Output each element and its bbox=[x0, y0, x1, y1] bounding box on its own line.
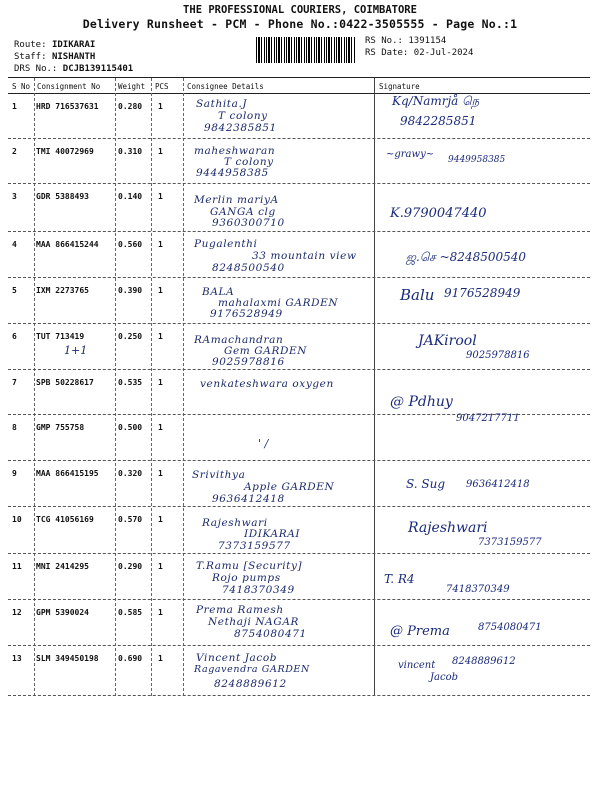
signature-mark-2: Jacob bbox=[430, 672, 458, 683]
consignee-name: RAmachandran bbox=[194, 334, 284, 346]
rs-no-value: 1391154 bbox=[408, 36, 447, 46]
consignee-name: Rajeshwari bbox=[202, 517, 268, 529]
consignee-area: T colony bbox=[218, 110, 268, 122]
table-row bbox=[8, 278, 590, 324]
consignment-cell: MAA 866415195 bbox=[36, 469, 99, 478]
sno-cell: 13 bbox=[12, 654, 22, 663]
consignee-phone: 7418370349 bbox=[222, 584, 295, 596]
sno-cell: 6 bbox=[12, 332, 17, 341]
weight-cell: 0.250 bbox=[118, 332, 143, 341]
signature-mark: Balu bbox=[400, 286, 435, 304]
pcs-cell: 1 bbox=[158, 515, 163, 524]
consignee-area: Rojo pumps bbox=[212, 572, 281, 584]
weight-cell: 0.500 bbox=[118, 423, 143, 432]
consignment-cell: IXM 2273765 bbox=[36, 286, 89, 295]
sno-cell: 4 bbox=[12, 240, 17, 249]
consignment-cell: TCG 41056169 bbox=[36, 515, 94, 524]
signature-phone: 7418370349 bbox=[446, 584, 510, 595]
signature-mark: K.9790047440 bbox=[390, 206, 487, 221]
sno-cell: 12 bbox=[12, 608, 22, 617]
header-top-rule bbox=[8, 77, 590, 78]
consignee-area: Apple GARDEN bbox=[244, 481, 335, 493]
column-header-consignment: Consignment No bbox=[37, 82, 101, 91]
runsheet-meta-left bbox=[14, 39, 133, 75]
consignment-cell: GMP 755758 bbox=[36, 423, 85, 432]
consignment-cell: MNI 2414295 bbox=[36, 562, 89, 571]
pcs-cell: 1 bbox=[158, 286, 163, 295]
signature-mark: ~grawy~ bbox=[386, 149, 435, 160]
signature-phone: 9047217711 bbox=[456, 413, 520, 424]
consignee-name: Srivithya bbox=[192, 469, 246, 481]
signature-phone: 8248889612 bbox=[452, 656, 516, 667]
table-row bbox=[8, 232, 590, 278]
signature-mark: T. R4 bbox=[384, 572, 415, 586]
consignee-area: IDIKARAI bbox=[244, 528, 301, 540]
weight-cell: 0.320 bbox=[118, 469, 143, 478]
sno-cell: 9 bbox=[12, 469, 17, 478]
consignee-phone: 7373159577 bbox=[218, 540, 291, 552]
document-subtitle: Delivery Runsheet - PCM - Phone No.:0422-3505555 - Page No.:1 bbox=[82, 17, 518, 31]
rs-date-label: RS Date: bbox=[365, 48, 409, 58]
pcs-cell: 1 bbox=[158, 102, 163, 111]
signature-phone: 9176528949 bbox=[444, 286, 521, 300]
weight-cell: 0.570 bbox=[118, 515, 143, 524]
weight-cell: 0.140 bbox=[118, 192, 143, 201]
drs-line bbox=[14, 63, 133, 75]
weight-cell: 0.390 bbox=[118, 286, 143, 295]
pcs-cell: 1 bbox=[158, 147, 163, 156]
consignee-name: Prema Ramesh bbox=[196, 604, 284, 616]
pcs-cell: 1 bbox=[158, 240, 163, 249]
table-row bbox=[8, 94, 590, 139]
consignment-cell: HRD 716537631 bbox=[36, 102, 99, 111]
signature-mark: Rajeshwari bbox=[408, 520, 488, 536]
route-line bbox=[14, 39, 133, 51]
consignee-phone: 9636412418 bbox=[212, 493, 285, 505]
consignee-phone: 8248500540 bbox=[212, 262, 285, 274]
signature-phone: 7373159577 bbox=[478, 537, 542, 548]
rs-no-label: RS No.: bbox=[365, 36, 403, 46]
weight-cell: 0.280 bbox=[118, 102, 143, 111]
route-label: Route: bbox=[14, 40, 47, 50]
column-header-weight: Weight bbox=[118, 82, 146, 91]
table-row bbox=[8, 461, 590, 507]
weight-cell: 0.560 bbox=[118, 240, 143, 249]
consignee-area: Gem GARDEN bbox=[224, 345, 308, 357]
table-row bbox=[8, 394, 590, 461]
table-row bbox=[8, 184, 590, 232]
sno-cell: 10 bbox=[12, 515, 22, 524]
consignee-name: Pugalenthi bbox=[194, 238, 258, 250]
runsheet-meta-right bbox=[365, 35, 473, 59]
sno-cell: 1 bbox=[12, 102, 17, 111]
signature-mark: @ Prema bbox=[390, 624, 450, 639]
row-separator bbox=[8, 695, 590, 696]
consignee-area: Ragavendra GARDEN bbox=[194, 664, 310, 675]
rs-date-value: 02-Jul-2024 bbox=[413, 48, 474, 58]
signature-mark: @ Pdhuy bbox=[390, 394, 453, 410]
sno-cell: 3 bbox=[12, 192, 17, 201]
drs-label: DRS No.: bbox=[14, 64, 58, 74]
signature-phone: 8754080471 bbox=[478, 622, 542, 633]
pcs-cell: 1 bbox=[158, 562, 163, 571]
signature-mark: vincent bbox=[398, 660, 436, 671]
signature-mark: S. Sug bbox=[406, 477, 446, 491]
consignee-area: mahalaxmi GARDEN bbox=[218, 297, 339, 309]
column-header-sno: S No bbox=[12, 82, 31, 91]
weight-cell: 0.690 bbox=[118, 654, 143, 663]
pcs-cell: 1 bbox=[158, 654, 163, 663]
staff-line bbox=[14, 51, 133, 63]
signature-mark: Kq/Namrjå நெ bbox=[392, 94, 480, 108]
consignee-area: GANGA clg bbox=[210, 206, 276, 218]
table-row bbox=[8, 600, 590, 646]
weight-cell: 0.310 bbox=[118, 147, 143, 156]
consignment-cell: GPM 5390024 bbox=[36, 608, 89, 617]
barcode-image bbox=[256, 37, 356, 63]
consignment-cell: SPB 50228617 bbox=[36, 378, 94, 387]
table-row bbox=[8, 507, 590, 554]
table-row bbox=[8, 324, 590, 370]
consignee-phone: 9842385851 bbox=[204, 122, 277, 134]
sno-cell: 11 bbox=[12, 562, 22, 571]
consignee-phone: 8754080471 bbox=[234, 628, 307, 640]
consignee-phone: 9360300710 bbox=[212, 217, 285, 229]
signature-mark: JAKirool bbox=[418, 333, 477, 349]
pcs-cell: 1 bbox=[158, 608, 163, 617]
consignee-area: Nethaji NAGAR bbox=[208, 616, 300, 628]
consignee-name: maheshwaran bbox=[194, 145, 276, 157]
sno-cell: 5 bbox=[12, 286, 17, 295]
consignee-phone: 9176528949 bbox=[210, 308, 283, 320]
consignment-cell: GDR 5388493 bbox=[36, 192, 89, 201]
column-header-signature: Signature bbox=[379, 82, 420, 91]
sno-cell: 8 bbox=[12, 423, 17, 432]
signature-phone: 9025978816 bbox=[466, 350, 530, 361]
pcs-cell: 1 bbox=[158, 192, 163, 201]
column-header-details: Consignee Details bbox=[187, 82, 264, 91]
table-row bbox=[8, 646, 590, 696]
signature-phone: 9449958385 bbox=[448, 155, 506, 165]
consignment-cell: SLM 349450198 bbox=[36, 654, 99, 663]
consignee-area: 33 mountain view bbox=[252, 250, 357, 262]
route-value: IDIKARAI bbox=[51, 40, 96, 50]
signature-mark: ஜ.செ ~8248500540 bbox=[406, 250, 527, 264]
consignee-phone: 9025978816 bbox=[212, 356, 285, 368]
consignee-area: T colony bbox=[224, 156, 274, 168]
document-title: THE PROFESSIONAL COURIERS, COIMBATORE bbox=[183, 4, 417, 16]
consignee-phone: 8248889612 bbox=[214, 678, 287, 690]
table-row bbox=[8, 554, 590, 600]
staff-value: NISHANTH bbox=[51, 52, 96, 62]
signature-phone: 9842285851 bbox=[400, 114, 477, 128]
column-header-pcs: PCS bbox=[155, 82, 169, 91]
consignee-name: BALA bbox=[202, 286, 235, 298]
quantity-note: 1+1 bbox=[64, 344, 88, 357]
table-row bbox=[8, 370, 590, 415]
pcs-cell: 1 bbox=[158, 332, 163, 341]
signature-phone: 9636412418 bbox=[466, 479, 530, 490]
consignee-name: Merlin mariyA bbox=[194, 194, 279, 206]
pcs-cell: 1 bbox=[158, 469, 163, 478]
weight-cell: 0.290 bbox=[118, 562, 143, 571]
weight-cell: 0.585 bbox=[118, 608, 143, 617]
rs-no-line bbox=[365, 35, 473, 47]
consignee-name: Vincent Jacob bbox=[196, 652, 278, 664]
consignee-name: venkateshwara oxygen bbox=[200, 378, 334, 390]
sno-cell: 7 bbox=[12, 378, 17, 387]
table-row bbox=[8, 139, 590, 184]
pcs-cell: 1 bbox=[158, 423, 163, 432]
stray-mark: ' / bbox=[258, 437, 269, 450]
consignee-name: T.Ramu [Security] bbox=[196, 560, 303, 572]
sno-cell: 2 bbox=[12, 147, 17, 156]
consignment-cell: MAA 866415244 bbox=[36, 240, 99, 249]
pcs-cell: 1 bbox=[158, 378, 163, 387]
consignee-phone: 9444958385 bbox=[196, 167, 269, 179]
consignment-cell: TMI 40072969 bbox=[36, 147, 94, 156]
drs-value: DCJB139115401 bbox=[62, 64, 134, 74]
consignee-name: Sathita.J bbox=[196, 98, 248, 110]
weight-cell: 0.535 bbox=[118, 378, 143, 387]
rs-date-line bbox=[365, 47, 473, 59]
consignment-cell: TUT 713419 bbox=[36, 332, 85, 341]
staff-label: Staff: bbox=[14, 52, 47, 62]
